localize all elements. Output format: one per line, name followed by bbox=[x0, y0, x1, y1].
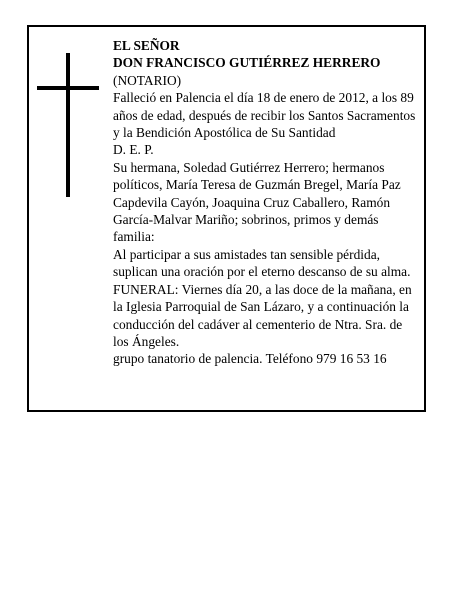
funeral-home-contact: grupo tanatorio de palencia. Teléfono 979 16 53 16 bbox=[113, 351, 387, 367]
cross-horizontal-bar bbox=[37, 86, 99, 90]
deceased-profession: (NOTARIO) bbox=[113, 72, 182, 88]
obituary-text bbox=[113, 37, 419, 368]
rip-line: D. E. P. bbox=[113, 142, 154, 158]
cross-icon bbox=[37, 53, 99, 197]
funeral-details: FUNERAL: Viernes día 20, a las doce de la mañana, en la Iglesia Parroquial de San Lázaro, y a continuación la conducción del cadáver al cementerio de Ntra. Sra. de los Ángeles. bbox=[113, 281, 412, 349]
heading-line-1: EL SEÑOR bbox=[113, 38, 180, 53]
family-list: Su hermana, Soledad Gutiérrez Herrero; hermanos políticos, María Teresa de Guzmán Bregel, María Paz Capdevila Cayón, Joaquina Cruz Caballero, Ramón García-Malvar Mariño; sobrinos, primos y demás familia: bbox=[113, 159, 401, 245]
prayer-request: Al participar a sus amistades tan sensible pérdida, suplican una oración por el eterno descanso de su alma. bbox=[113, 246, 411, 280]
deceased-name: DON FRANCISCO GUTIÉRREZ HERRERO bbox=[113, 55, 381, 71]
death-statement: Falleció en Palencia el día 18 de enero de 2012, a los 89 años de edad, después de recibir los Santos Sacramentos y la Bendición Apostólica de Su Santidad bbox=[113, 90, 416, 141]
cross-vertical-bar bbox=[66, 53, 70, 197]
